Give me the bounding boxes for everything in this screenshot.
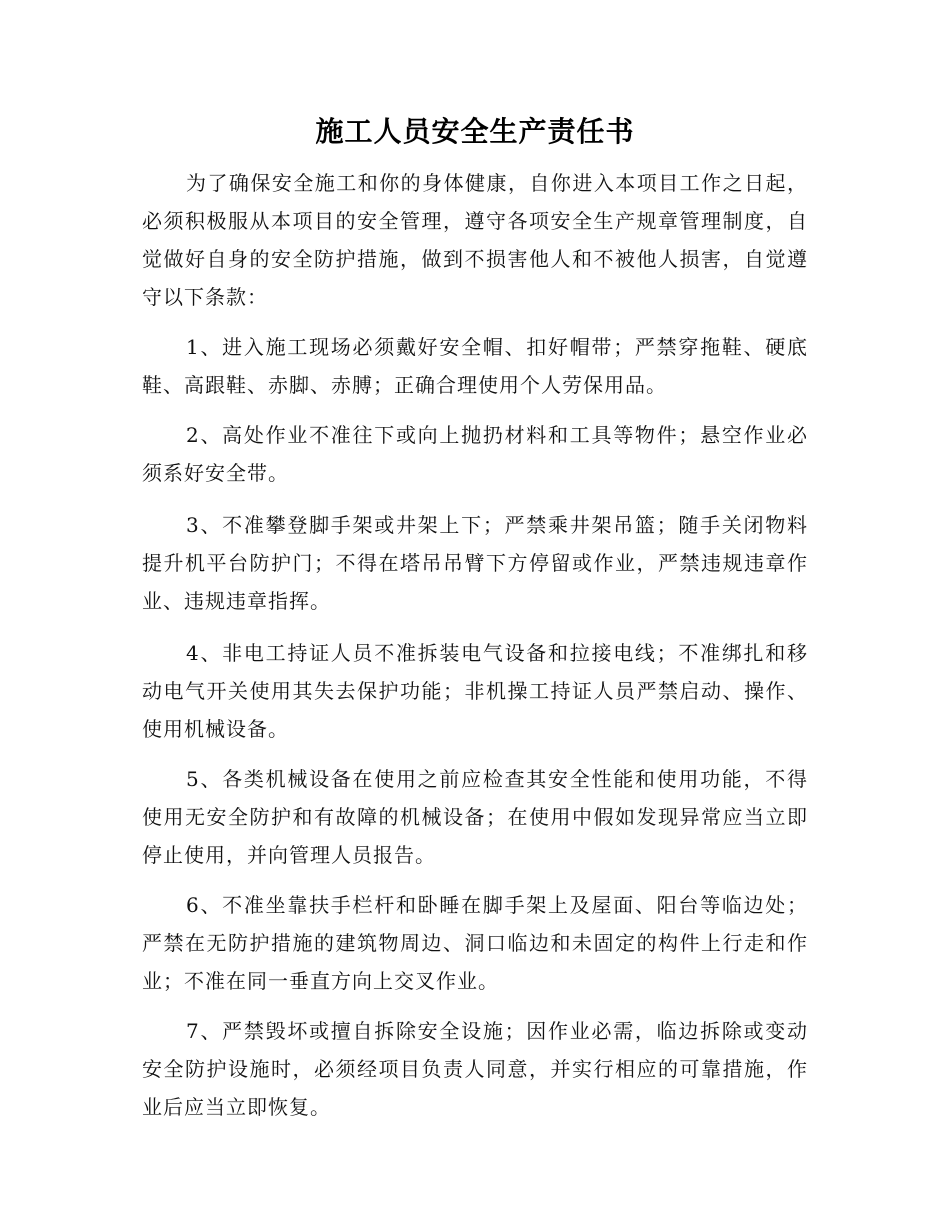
clause-paragraph-3: 3、不准攀登脚手架或井架上下；严禁乘井架吊篮；随手关闭物料提升机平台防护门；不得在塔吊吊臂下方停留或作业，严禁违规违章作业、违规违章指挥。 (142, 513, 808, 613)
clause-paragraph-5: 5、各类机械设备在使用之前应检查其安全性能和使用功能，不得使用无安全防护和有故障的机械设备；在使用中假如发现异常应当立即停止使用，并向管理人员报告。 (142, 767, 808, 867)
clause-paragraph-4: 4、非电工持证人员不准拆装电气设备和拉接电线；不准绑扎和移动电气开关使用其失去保护功能；非机操工持证人员严禁启动、操作、使用机械设备。 (142, 641, 808, 741)
clause-paragraph-7: 7、严禁毁坏或擅自拆除安全设施；因作业必需，临边拆除或变动安全防护设施时，必须经项目负责人同意，并实行相应的可靠措施，作业后应当立即恢复。 (142, 1019, 808, 1119)
clause-paragraph-1: 1、进入施工现场必须戴好安全帽、扣好帽带；严禁穿拖鞋、硬底鞋、高跟鞋、赤脚、赤膊；正确合理使用个人劳保用品。 (142, 335, 808, 397)
clause-paragraph-2: 2、高处作业不准往下或向上抛扔材料和工具等物件；悬空作业必须系好安全带。 (142, 423, 808, 485)
intro-paragraph: 为了确保安全施工和你的身体健康，自你进入本项目工作之日起，必须积极服从本项目的安全管理，遵守各项安全生产规章管理制度，自觉做好自身的安全防护措施，做到不损害他人和不被他人损害，自觉遵守以下条款： (142, 171, 808, 309)
document-title: 施工人员安全生产责任书 (315, 115, 635, 148)
clause-paragraph-6: 6、不准坐靠扶手栏杆和卧睡在脚手架上及屋面、阳台等临边处；严禁在无防护措施的建筑物周边、洞口临边和未固定的构件上行走和作业；不准在同一垂直方向上交叉作业。 (142, 893, 808, 993)
